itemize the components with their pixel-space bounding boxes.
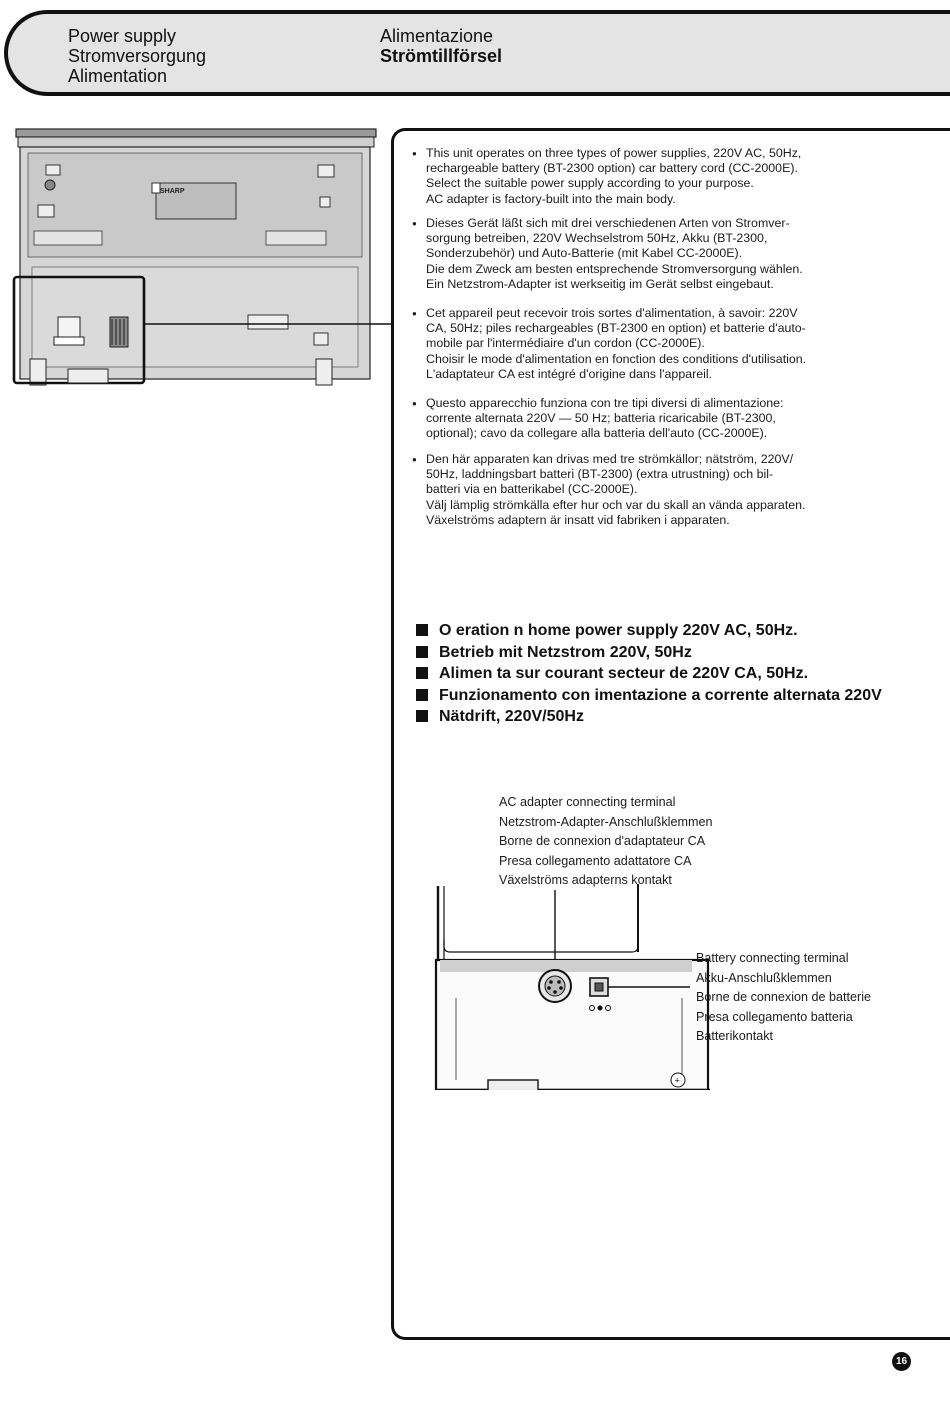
text-line: L'adaptateur CA est intégré d'origine dans l'appareil.	[426, 366, 713, 381]
header-titles-left	[68, 26, 206, 86]
square-bullet-icon	[416, 710, 428, 722]
square-bullet-icon	[416, 689, 428, 701]
text-line: Die dem Zweck am besten entsprechende Stromversorgung wählen.	[426, 261, 803, 276]
text-line: mobile par l'intermédiaire d'un cordon (CC-2000E).	[426, 336, 705, 351]
square-bullet-icon	[416, 646, 428, 658]
text-line: ● Den här apparaten kan drivas med tre strömkällor; nätström, 220V/	[412, 452, 912, 467]
header-title: Power supply	[68, 26, 177, 46]
text-line: batteri via en batterikabel (CC-2000E).	[426, 482, 638, 497]
text-line: corrente alternata 220V — 50 Hz; batteria ricaricabile (BT-2300,	[426, 411, 776, 426]
caption-line: Netzstrom-Adapter-Anschlußklemmen	[499, 814, 713, 829]
header-banner	[4, 10, 950, 96]
operation-headings	[416, 620, 882, 728]
svg-text:+: +	[674, 1075, 680, 1086]
paragraph-en	[412, 146, 912, 207]
text-line: Choisir le mode d'alimentation en fonction des conditions d'utilisation.	[426, 351, 807, 366]
text-line: sorgung betreiben, 220V Wechselstrom 50Hz, Akku (BT-2300,	[426, 231, 768, 246]
paragraph-de	[412, 216, 912, 292]
text-line: ● Questo apparecchio funziona con tre tipi diversi di alimentazione:	[412, 396, 912, 411]
caption-line: Batterikontakt	[696, 1029, 774, 1044]
caption-line: Växelströms adapterns kontakt	[499, 873, 672, 888]
square-bullet-icon	[416, 667, 428, 679]
header-title: Strömtillförsel	[380, 46, 503, 66]
text-line: Ein Netzstrom-Adapter ist werkseitig im Gerät selbst eingebaut.	[426, 276, 774, 291]
caption-line: Battery connecting terminal	[696, 951, 849, 965]
text-line: 50Hz, laddningsbart batteri (BT-2300) (extra utrustning) och bil-	[426, 467, 774, 482]
heading-sv: Nätdrift, 220V/50Hz	[416, 706, 882, 728]
paragraph-sv	[412, 452, 912, 528]
caption-line: Borne de connexion de batterie	[696, 990, 872, 1005]
text-line: ● Dieses Gerät läßt sich mit drei verschiedenen Arten von Stromver-	[412, 216, 912, 231]
text-line: Välj lämplig strömkälla efter hur och var du skall an vända apparaten.	[426, 497, 806, 512]
brand-logo: SHARP	[160, 188, 185, 195]
paragraph-fr	[412, 306, 912, 382]
caption-line: Presa collegamento batteria	[696, 1009, 853, 1024]
header-titles-right	[380, 26, 502, 66]
page-number: 16	[892, 1352, 911, 1371]
battery-terminal-caption	[696, 949, 871, 1047]
heading-de: Betrieb mit Netzstrom 220V, 50Hz	[416, 642, 882, 664]
text-line: ● Cet appareil peut recevoir trois sortes d'alimentation, à savoir: 220V	[412, 306, 912, 321]
heading-it: Funzionamento con imentazione a corrente alternata 220V	[416, 685, 882, 707]
heading-fr: Alimen ta sur courant secteur de 220V CA, 50Hz.	[416, 663, 882, 685]
header-title: Stromversorgung	[68, 46, 207, 66]
caption-line: Presa collegamento adattatore CA	[499, 853, 692, 868]
ac-terminal-caption	[499, 793, 712, 891]
terminal-detail-illustration	[420, 880, 720, 1090]
text-line: Sonderzubehör) und Auto-Batterie (mit Kabel CC-2000E).	[426, 246, 743, 261]
caption-line: Akku-Anschlußklemmen	[696, 970, 832, 985]
text-line: AC adapter is factory-built into the main body.	[426, 191, 676, 206]
square-bullet-icon	[416, 624, 428, 636]
heading-en: O eration n home power supply 220V AC, 50Hz.	[416, 620, 882, 642]
header-title: Alimentazione	[380, 26, 494, 46]
device-rear-illustration	[8, 127, 408, 397]
caption-line: Borne de connexion d'adaptateur CA	[499, 834, 706, 849]
text-line: rechargeable battery (BT-2300 option) car battery cord (CC-2000E).	[426, 161, 798, 176]
text-line: optional); cavo da collegare alla batteria dell'auto (CC-2000E).	[426, 426, 768, 441]
text-line: Select the suitable power supply according to your purpose.	[426, 176, 754, 191]
text-line: Växelströms adaptern är insatt vid fabriken i apparaten.	[426, 512, 730, 527]
caption-line: AC adapter connecting terminal	[499, 795, 676, 809]
text-line: ● This unit operates on three types of power supplies, 220V AC, 50Hz,	[412, 146, 912, 161]
text-line: CA, 50Hz; piles rechargeables (BT-2300 en option) et batterie d'auto-	[426, 321, 806, 336]
paragraph-it	[412, 396, 912, 442]
header-title: Alimentation	[68, 66, 168, 86]
